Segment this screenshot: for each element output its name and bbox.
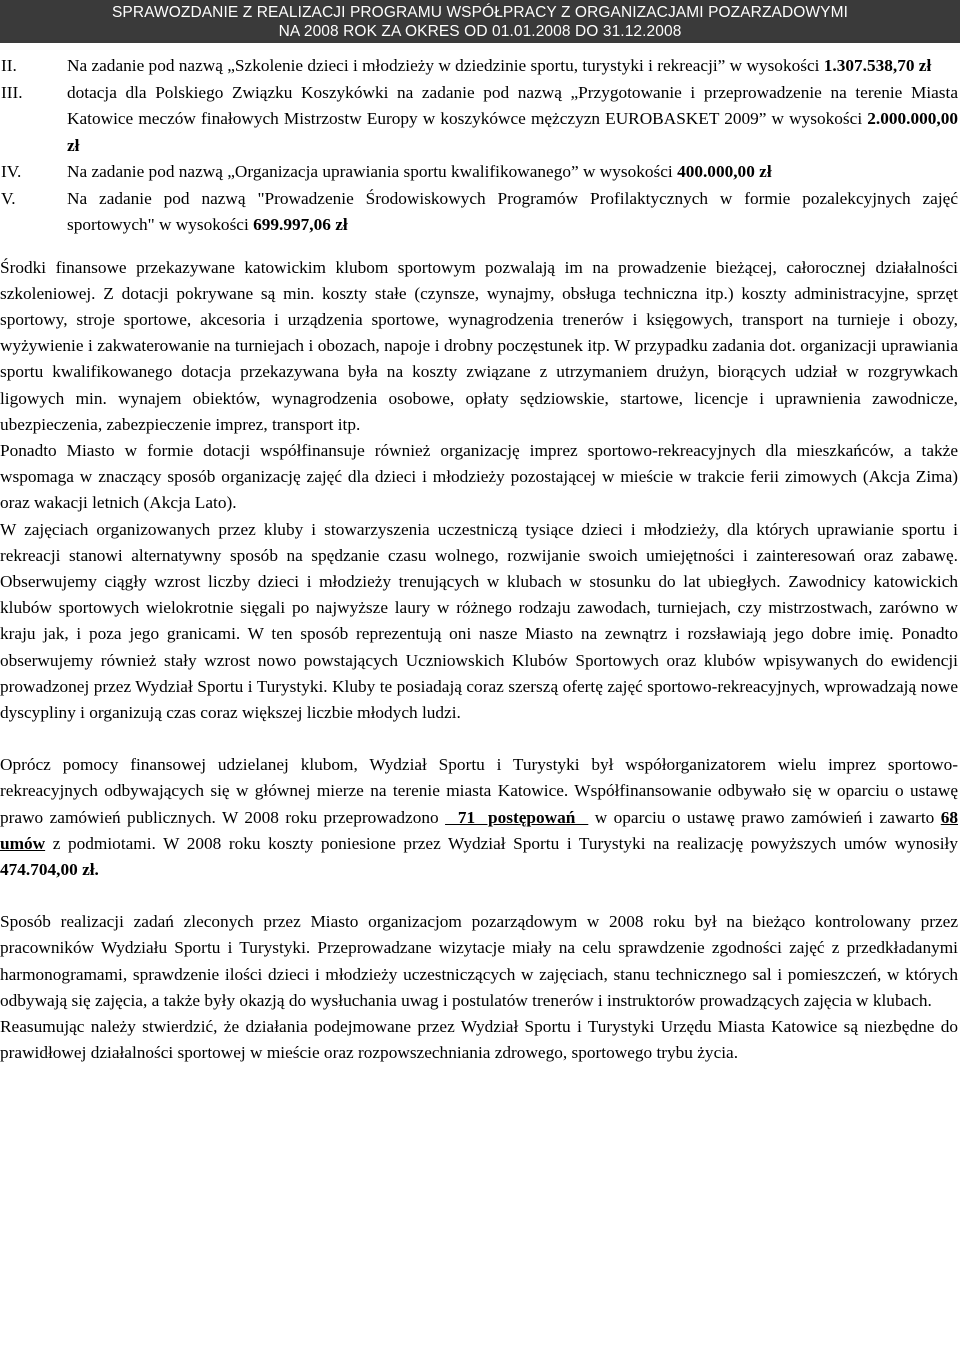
task-list [0, 53, 958, 239]
task-text [67, 80, 958, 160]
contracts-cost-amount: 474.704,00 zł. [0, 859, 99, 879]
task-number: II. [1, 56, 17, 75]
paragraph-events-cofunding: Ponadto Miasto w formie dotacji współfinansuje również organizację imprez sportowo-rekreacyjnych dla mieszkańców, a także wspomaga w znaczący sposób organizację zajęć dla dzieci i młodzieży pozostającej w mieście w trakcie ferii zimowych (Akcja Zima) oraz wakacji letnich (Akcja Lato). [0, 440, 958, 513]
task-item [0, 159, 958, 186]
task-description: Na zadanie pod nazwą „Organizacja uprawiania sportu kwalifikowanego” w wysokości [67, 162, 678, 181]
task-amount: 2.000.000,00 zł [67, 109, 958, 155]
procurement-text-1: Oprócz pomocy finansowej udzielanej klubom, Wydział Sportu i Turystyki był współorganizatorem wielu imprez sportowo-rekreacyjnych odbywających się w głównej mierze na terenie miasta Katowice. Współfinansowanie odbywało się w oparciu o ustawę prawo zamówień publicznych. W 2008 roku przeprowadzono [0, 755, 958, 827]
paragraph-funding-use: Środki finansowe przekazywane katowickim klubom sportowym pozwalają im na prowadzenie bieżącej, całorocznej działalności szkoleniowej. Z dotacji pokrywane są min. koszty stałe (czynsze, wynajmy, obsługa techniczna itp.) koszty administracyjne, sprzęt sportowy, stroje sportowe, akcesoria i urządzenia sportowe, wynagrodzenia trenerów i księgowych, transport na turnieje i obozy, wyżywienie i zakwaterowanie na turniejach i obozach, napoje i drobny poczęstunek itp. W przypadku zadania dot. organizacji uprawiania sportu kwalifikowanego dotacja przekazywana była na koszty związane z utrzymaniem drużyn, biorących udział w rozgrywkach ligowych min. wynajem obiektów, wynagrodzenia osobowe, opłaty sędziowskie, startowe, licencje i uprawnienia zawodnicze, ubezpieczenia, zabezpieczenie imprez, transport itp. [0, 257, 958, 434]
task-number: IV. [1, 162, 22, 181]
task-item [0, 186, 958, 239]
paragraph-club-activities: W zajęciach organizowanych przez kluby i stowarzyszenia uczestniczą tysiące dzieci i młodzieży, dla których uprawianie sportu i rekreacji stanowi alternatywny sposób na spędzanie czasu wolnego, rozwijanie swoich umiejętności i zainteresowań oraz zabawę. Obserwujemy ciągły wzrost liczby dzieci i młodzieży trenujących w klubach w stosunku do lat ubiegłych. Zawodnicy katowickich klubów sportowych wielokrotnie sięgali po najwyższe laury w różnego rodzaju zawodach, turniejach, czy mistrzostwach, zarówno w kraju jak, i poza jego granicami. W ten sposób reprezentują oni nasze Miasto na zewnątrz i rozsławiają jego dobre imię. Ponadto obserwujemy również stały wzrost nowo powstających Uczniowskich Klubów Sportowych oraz klubów wpisywanych do ewidencji prowadzonej przez Wydział Sportu i Turystyki. Kluby te posiadają coraz szerszą ofertę zajęć sportowo-rekreacyjnych, wprowadzają nowe dyscypliny i organizują czas coraz większej liczbie młodych ludzi. [0, 519, 958, 722]
task-text [67, 159, 958, 186]
task-number: III. [1, 82, 23, 102]
document-body [0, 53, 960, 1066]
task-description: Na zadanie pod nazwą „Szkolenie dzieci i młodzieży w dziedzinie sportu, turystyki i rekreacji” w wysokości [67, 56, 824, 75]
task-amount: 1.307.538,70 zł [823, 56, 932, 75]
task-text [67, 186, 958, 239]
task-description: Na zadanie pod nazwą "Prowadzenie Środowiskowych Programów Profilaktycznych w formie pozalekcyjnych zajęć sportowych" w wysokości [67, 188, 958, 234]
task-item [0, 80, 958, 160]
procurement-text-3: z podmiotami. W 2008 roku koszty poniesione przez Wydział Sportu i Turystyki na realizację powyższych umów wynosiły [45, 833, 958, 853]
report-header [0, 0, 960, 43]
task-text [67, 53, 958, 80]
header-line-1: SPRAWOZDANIE Z REALIZACJI PROGRAMU WSPÓŁPRACY Z ORGANIZACJAMI POZARZADOWYMI [111, 4, 849, 21]
task-number: V. [1, 188, 16, 208]
task-item [0, 53, 958, 80]
task-amount: 400.000,00 zł [677, 162, 772, 181]
paragraph-procurement [0, 752, 958, 883]
header-line-2: NA 2008 ROK ZA OKRES OD 01.01.2008 DO 31.12.2008 [278, 23, 682, 40]
paragraph-summary: Reasumując należy stwierdzić, że działania podejmowane przez Wydział Sportu i Turystyki Urzędu Miasta Katowice są niezbędne do prawidłowej działalności sportowej w mieście oraz rozpowszechniania zdrowego, sportowego trybu życia. [0, 1016, 958, 1063]
procurement-text-2: w oparciu o ustawę prawo zamówień i zawarto [588, 807, 941, 827]
paragraph-supervision: Sposób realizacji zadań zleconych przez Miasto organizacjom pozarządowym w 2008 roku był na bieżąco kontrolowany przez pracowników Wydziału Sportu i Turystyki. Przeprowadzane wizytacje miały na celu sprawdzenie zgodności zajęć z przedkładanymi harmonogramami, sprawdzenie ilości dzieci i młodzieży uczestniczących w zajęciach, stanu technicznego sal i pomieszczeń, w których odbywają się zajęcia, a także były okazją do wysłuchania uwag i postulatów trenerów i instruktorów prowadzących zajęcia w klubach. [0, 912, 958, 1010]
task-description: dotacja dla Polskiego Związku Koszykówki na zadanie pod nazwą „Przygotowanie i przeprowadzenie na terenie Miasta Katowice meczów finałowych Mistrzostw Europy w koszykówce mężczyzn EUROBASKET 2009” w wysokości [67, 82, 958, 128]
procedures-count: 71 postępowań [445, 807, 589, 827]
task-amount: 699.997,06 zł [253, 215, 348, 234]
contracts-count: 68 umów [0, 807, 959, 853]
